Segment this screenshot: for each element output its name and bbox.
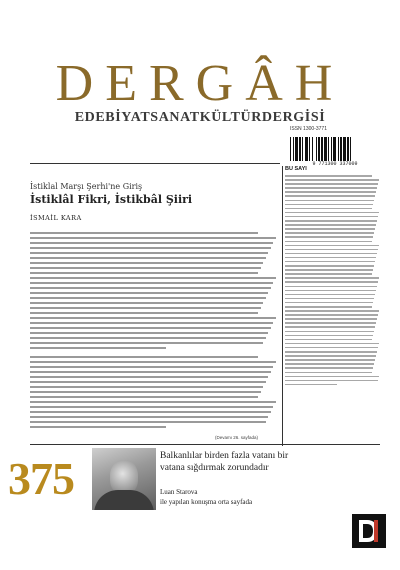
text-line xyxy=(285,253,377,255)
feature-headline: Balkanlılar birden fazla vatanı bir vatana sığdırmak zorundadır xyxy=(160,451,289,473)
text-line xyxy=(285,380,378,382)
text-line xyxy=(30,237,276,239)
text-line xyxy=(285,277,379,279)
text-line xyxy=(30,312,258,314)
text-line xyxy=(30,307,261,309)
article-body-text xyxy=(30,232,278,352)
text-line xyxy=(285,212,379,214)
sidebar-heading: BU SAYI xyxy=(285,166,307,172)
text-line xyxy=(285,331,374,333)
text-line xyxy=(30,282,273,284)
masthead-subtitle: EDEBİYATSANATKÜLTÜRDERGİSİ xyxy=(74,110,326,125)
text-line xyxy=(285,236,373,238)
article-body-text-2 xyxy=(30,356,278,431)
text-line xyxy=(30,292,268,294)
text-line xyxy=(30,396,258,398)
continued-note: (Devamı 26. sayfada) xyxy=(215,435,259,440)
text-line xyxy=(285,232,374,234)
top-rule xyxy=(30,163,280,164)
barcode-number: 9 771300 337009 xyxy=(312,161,358,167)
text-line xyxy=(30,376,268,378)
text-line xyxy=(285,195,375,197)
text-line xyxy=(285,269,373,271)
text-line xyxy=(285,318,377,320)
text-line xyxy=(285,314,378,316)
text-line xyxy=(30,361,276,363)
text-line xyxy=(285,326,375,328)
text-line xyxy=(285,281,378,283)
article-title: İstiklâl Fikri, İstikbâl Şiiri xyxy=(30,193,193,206)
text-line xyxy=(30,416,268,418)
text-line xyxy=(285,302,373,304)
text-line xyxy=(285,286,377,288)
text-line xyxy=(285,363,374,365)
text-line xyxy=(30,366,273,368)
text-line xyxy=(285,335,373,337)
text-line xyxy=(30,287,271,289)
text-line xyxy=(285,351,377,353)
text-line xyxy=(285,179,379,181)
text-line xyxy=(285,290,376,292)
text-line xyxy=(285,183,378,185)
issue-number: 375 xyxy=(8,453,74,504)
main-article xyxy=(30,182,278,222)
sidebar-text xyxy=(285,175,380,385)
text-line xyxy=(285,175,372,177)
text-line xyxy=(285,245,379,247)
portrait-photo xyxy=(92,448,156,510)
text-line xyxy=(30,386,263,388)
text-line xyxy=(285,249,378,251)
text-line xyxy=(285,343,379,345)
text-line xyxy=(30,342,263,344)
text-line xyxy=(285,220,377,222)
text-line xyxy=(285,298,374,300)
text-line xyxy=(285,355,376,357)
text-line xyxy=(30,371,271,373)
feature-interview xyxy=(160,487,290,507)
text-line xyxy=(285,294,375,296)
text-line xyxy=(285,228,375,230)
text-line xyxy=(285,384,337,386)
text-line xyxy=(285,306,372,308)
barcode xyxy=(290,133,380,161)
masthead-title: DERGÂH xyxy=(55,55,345,112)
text-line xyxy=(285,347,378,349)
feature-name: Luan Starova xyxy=(160,488,198,496)
text-line xyxy=(30,411,271,413)
feature-note: ile yapılan konuşma orta sayfada xyxy=(160,498,253,506)
text-line xyxy=(30,242,273,244)
text-line xyxy=(30,322,273,324)
text-line xyxy=(285,241,372,243)
column-divider xyxy=(282,166,283,446)
text-line xyxy=(30,297,266,299)
text-line xyxy=(30,426,166,428)
text-line xyxy=(285,187,377,189)
barcode-bar xyxy=(351,137,353,161)
text-line xyxy=(30,327,271,329)
text-line xyxy=(285,376,379,378)
text-line xyxy=(30,347,166,349)
text-line xyxy=(285,372,372,374)
text-line xyxy=(30,406,273,408)
issn-label: ISSN 1300-3771 xyxy=(290,126,327,132)
article-author: İSMAİL KARA xyxy=(30,214,82,222)
text-line xyxy=(285,265,374,267)
text-line xyxy=(285,339,372,341)
dk-logo-icon xyxy=(350,512,388,550)
text-line xyxy=(30,257,266,259)
text-line xyxy=(30,272,258,274)
text-line xyxy=(285,204,373,206)
text-line xyxy=(30,317,276,319)
text-line xyxy=(285,359,375,361)
text-line xyxy=(285,216,378,218)
text-line xyxy=(285,224,376,226)
text-line xyxy=(285,273,372,275)
text-line xyxy=(30,332,268,334)
text-line xyxy=(30,337,266,339)
text-line xyxy=(30,302,263,304)
text-line xyxy=(285,191,376,193)
text-line xyxy=(285,261,375,263)
text-line xyxy=(30,252,268,254)
text-line xyxy=(30,247,271,249)
text-line xyxy=(285,208,372,210)
text-line xyxy=(285,200,374,202)
text-line xyxy=(30,391,261,393)
text-line xyxy=(285,257,376,259)
portrait-shoulders xyxy=(94,490,154,510)
text-line xyxy=(30,401,276,403)
text-line xyxy=(285,367,373,369)
bottom-rule xyxy=(30,444,380,445)
text-line xyxy=(30,267,261,269)
text-line xyxy=(285,310,379,312)
text-line xyxy=(30,232,258,234)
article-kicker: İstiklal Marşı Şerhi'ne Giriş xyxy=(30,182,143,191)
text-line xyxy=(30,421,266,423)
text-line xyxy=(285,322,376,324)
contents-sidebar xyxy=(285,166,380,388)
text-line xyxy=(30,277,276,279)
text-line xyxy=(30,381,266,383)
text-line xyxy=(30,356,258,358)
text-line xyxy=(30,262,263,264)
portrait-face xyxy=(110,460,138,494)
